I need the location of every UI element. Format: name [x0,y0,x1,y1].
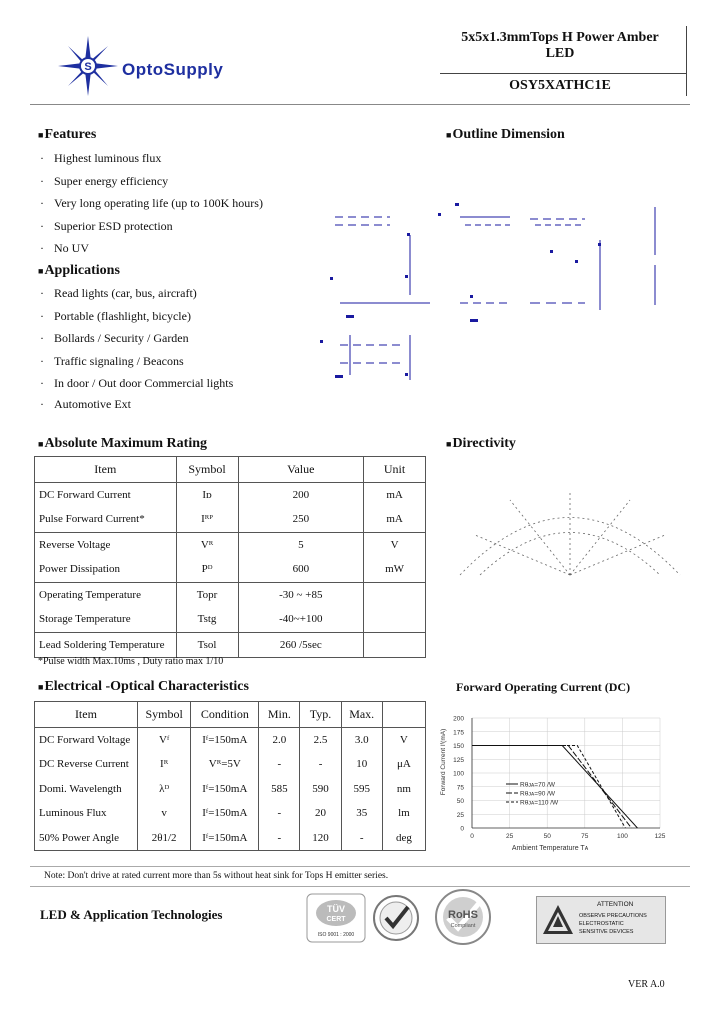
table-cell: Reverse Voltage [35,532,177,557]
note-rule-bottom [30,886,690,887]
table-cell: 5 [238,532,364,557]
table-cell: 120 [300,826,341,851]
table-cell: Power Dissipation [35,557,177,582]
y-tick-label: 100 [453,770,464,778]
y-tick-label: 175 [453,729,464,737]
table-cell: 50% Power Angle [35,826,138,851]
table-cell: 20 [300,801,341,826]
legend-entry: Rθᴊᴀ=110 /W [520,799,559,807]
attention-line: SENSITIVE DEVICES [579,929,634,935]
list-item: · Traffic signaling / Beacons [40,353,184,368]
attention-line: ELECTROSTATIC [579,921,624,927]
table-cell: DC Forward Current [35,482,177,507]
header-vertical-rule [686,26,687,96]
table-cell: Iᶠ=150mA [191,826,259,851]
star-logo-icon [58,36,118,96]
column-header: Condition [191,702,259,728]
column-header: Max. [341,702,382,728]
x-tick-label: 125 [654,833,666,840]
list-item-text: Very long operating life (up to 100K hours) [54,196,263,210]
outline-drawing [310,195,680,390]
column-header: Typ. [300,702,341,728]
table-cell: Iᴿ [137,752,191,777]
table-cell: - [259,801,300,826]
title-line-1: 5x5x1.3mmTops H Power Amber [461,30,659,45]
header-bottom-rule [30,104,690,105]
table-cell [364,607,426,632]
table-cell: mA [364,507,426,532]
eoc-heading-text: Electrical -Optical Characteristics [44,679,249,694]
y-tick-label: 125 [453,756,464,764]
list-item-text: Superior ESD protection [54,218,173,233]
table-cell: Luminous Flux [35,801,138,826]
table-cell: Iᴅ [176,482,238,507]
y-tick-label: 25 [456,811,464,819]
y-tick-label: 150 [453,743,464,750]
list-item: · Super energy efficiency [40,173,169,188]
table-cell: nm [382,777,425,802]
list-item: · In door / Out door Commercial lights [40,376,234,390]
table-row [35,582,426,607]
table-row [35,777,426,802]
list-item-text: In door / Out door Commercial lights [54,376,234,390]
rohs-badge [428,888,498,946]
tuv-cert-badge [306,893,366,943]
x-axis-label: Ambient Temperature Tᴀ [511,845,589,852]
eoc-heading: ■Electrical -Optical Characteristics [38,679,249,694]
y-tick-label: 75 [456,784,464,792]
table-row [35,507,426,532]
list-item-text: Super energy efficiency [54,173,169,188]
cert-text: CERT [326,916,346,923]
table-cell: v [137,801,191,826]
table-cell: Domi. Wavelength [35,777,138,802]
features-heading: ■Features [38,127,97,142]
x-tick-label: 100 [616,833,628,840]
rohs-subtext: Compliant [450,923,476,929]
table-cell: 260 /5sec [238,632,364,658]
esd-attention-box [536,896,666,944]
table-cell: - [300,752,341,777]
rohs-text: RoHS [448,909,478,921]
table-cell: 600 [238,557,364,582]
attention-line: OBSERVE PRECAUTIONS [579,913,647,919]
table-cell: 10 [341,752,382,777]
table-cell: 585 [259,777,300,802]
table-cell: Vᴿ [176,532,238,557]
applications-heading: ■Applications [38,263,120,278]
list-item: · Automotive Ext [40,396,131,411]
table-cell: mA [364,482,426,507]
table-cell: 590 [300,777,341,802]
x-tick-label: 75 [581,833,589,840]
table-cell: Vᶠ [137,727,191,752]
list-item-text: Highest luminous flux [54,151,162,165]
table-cell: DC Reverse Current [35,752,138,777]
amr-table [34,456,426,658]
table-cell: Tstg [176,607,238,632]
table-row [35,557,426,582]
table-header-row [35,457,426,483]
table-cell: V [364,532,426,557]
list-item-text: Bollards / Security / Garden [54,331,189,345]
column-header: Item [35,457,177,483]
table-cell: 250 [238,507,364,532]
table-cell: Iᶠ=150mA [191,777,259,802]
part-number: OSY5XATHC1E [509,78,611,93]
table-header-row [35,702,426,728]
features-heading-text: Features [44,127,97,142]
list-item: · Bollards / Security / Garden [40,331,189,345]
company-footer: LED & Application Technologies [40,907,223,922]
brand-logo [58,36,118,96]
table-cell [364,582,426,607]
list-item: · Superior ESD protection [40,218,173,233]
column-header [382,702,425,728]
table-cell: Lead Soldering Temperature [35,632,177,658]
table-row [35,532,426,557]
logo-letter: S [84,61,92,73]
table-cell: Vᴿ=5V [191,752,259,777]
title-line-2: LED [545,46,575,61]
table-cell: Tsol [176,632,238,658]
y-axis-label: Forward Current Iᶠ(mA) [440,728,447,796]
table-cell: - [259,752,300,777]
table-cell: - [259,826,300,851]
version-label: VER A.0 [628,979,665,990]
list-item: · Read lights (car, bus, aircraft) [40,286,197,300]
table-cell: DC Forward Voltage [35,727,138,752]
header-rule [440,73,686,74]
outline-heading: ■Outline Dimension [446,127,565,142]
table-cell: Topr [176,582,238,607]
column-header: Item [35,702,138,728]
table-row [35,826,426,851]
column-header: Unit [364,457,426,483]
x-tick-label: 25 [505,833,514,840]
table-cell: 2.0 [259,727,300,752]
list-item-text: Automotive Ext [54,396,131,411]
table-row [35,632,426,658]
x-tick-label: 50 [543,833,551,840]
table-cell: Pᴰ [176,557,238,582]
column-header: Min. [259,702,300,728]
note-rule-top [30,866,690,867]
table-cell: 3.0 [341,727,382,752]
table-row [35,482,426,507]
table-cell: Pulse Forward Current* [35,507,177,532]
product-title [440,30,680,62]
column-header: Symbol [176,457,238,483]
y-tick-label: 0 [460,825,464,833]
list-item: · Highest luminous flux [40,151,162,165]
esd-warning-icon [541,903,575,937]
directivity-heading: ■Directivity [446,436,516,451]
forward-current-chart [436,710,686,860]
table-cell: Iᶠ=150mA [191,727,259,752]
table-row [35,752,426,777]
list-item-text: Portable (flashlight, bicycle) [54,308,191,323]
table-row [35,727,426,752]
tuv-text: TÜV [327,904,345,914]
table-cell: Iᶠ=150mA [191,801,259,826]
table-cell: 35 [341,801,382,826]
table-cell: 2.5 [300,727,341,752]
y-tick-label: 200 [453,715,464,723]
attention-title: ATTENTION [597,901,634,908]
table-row [35,607,426,632]
table-cell: Iᴿᴾ [176,507,238,532]
iso-text: ISO 9001 : 2000 [317,932,355,938]
list-item: · No UV [40,241,89,255]
list-item-text: Read lights (car, bus, aircraft) [54,286,197,300]
column-header: Symbol [137,702,191,728]
brand-name: OptoSupply [122,60,224,79]
legend-entry: Rθᴊᴀ=90 /W [520,790,556,798]
column-header: Value [238,457,364,483]
table-cell: λᴰ [137,777,191,802]
table-cell: 595 [341,777,382,802]
directivity-heading-text: Directivity [452,436,516,451]
amr-heading: ■Absolute Maximum Rating [38,436,207,451]
table-cell: μA [382,752,425,777]
amr-heading-text: Absolute Maximum Rating [44,436,207,451]
table-cell: - [341,826,382,851]
amr-footnote: *Pulse width Max.10ms , Duty ratio max 1/10 [38,656,224,667]
table-cell: V [382,727,425,752]
usage-note: Note: Don't drive at rated current more than 5s without heat sink for Tops H emitter series. [44,871,389,881]
table-cell [364,632,426,658]
quality-check-badge [370,893,422,943]
chart-title: Forward Operating Current (DC) [456,680,631,694]
table-row [35,801,426,826]
x-tick-label: 0 [470,833,474,840]
table-cell: 2θ1/2 [137,826,191,851]
table-cell: deg [382,826,425,851]
list-item-text: No UV [54,241,89,255]
table-cell: Operating Temperature [35,582,177,607]
table-cell: 200 [238,482,364,507]
table-cell: Storage Temperature [35,607,177,632]
table-cell: lm [382,801,425,826]
eoc-table [34,701,426,851]
outline-heading-text: Outline Dimension [452,127,565,142]
list-item: · Very long operating life (up to 100K hours) [40,196,263,210]
table-cell: -30 ~ +85 [238,582,364,607]
applications-heading-text: Applications [44,263,120,278]
table-cell: -40~+100 [238,607,364,632]
table-cell: mW [364,557,426,582]
directivity-plot [450,480,690,580]
legend-entry: Rθᴊᴀ=70 /W [520,781,556,789]
list-item: · Portable (flashlight, bicycle) [40,308,191,323]
list-item-text: Traffic signaling / Beacons [54,353,184,368]
y-tick-label: 50 [456,798,464,805]
